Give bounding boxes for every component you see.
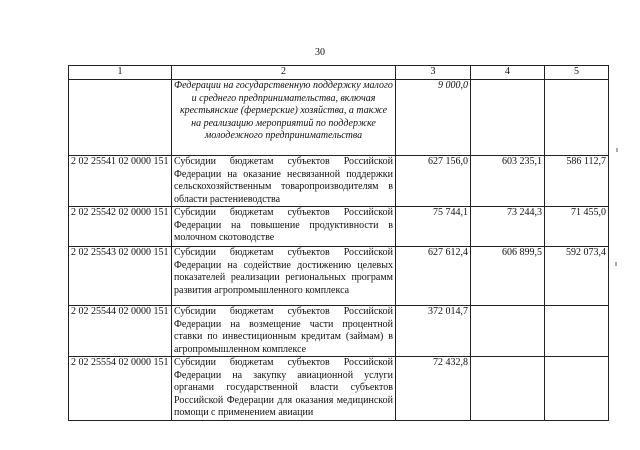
row-code [69,80,172,156]
row-code: 2 02 25543 02 0000 151 [69,247,172,306]
scan-speck [616,148,618,152]
row-value-col3: 72 432,8 [396,357,471,421]
header-col-1: 1 [69,66,172,80]
row-value-col4: 603 235,1 [471,156,545,207]
table-row [69,156,609,207]
row-value-col4 [471,357,545,421]
row-value-col4 [471,80,545,156]
row-code: 2 02 25554 02 0000 151 [69,357,172,421]
header-col-3: 3 [396,66,471,80]
row-value-col5: 586 112,7 [545,156,609,207]
header-row [69,66,609,80]
row-code: 2 02 25541 02 0000 151 [69,156,172,207]
header-col-4: 4 [471,66,545,80]
row-value-col3: 627 156,0 [396,156,471,207]
row-value-col5 [545,80,609,156]
row-value-col5 [545,357,609,421]
row-code: 2 02 25542 02 0000 151 [69,207,172,247]
row-value-col5: 71 455,0 [545,207,609,247]
table-row [69,357,609,421]
row-description: Субсидии бюджетам субъектов Российской Федерации на содействие достижению целевых показателей реализации региональных программ развития агропромышленного комплекса [172,247,396,306]
table-row [69,80,609,156]
row-description: Субсидии бюджетам субъектов Российской Федерации на повышение продуктивности в молочном скотоводстве [172,207,396,247]
row-value-col5 [545,306,609,357]
row-value-col5: 592 073,4 [545,247,609,306]
row-value-col4 [471,306,545,357]
row-description: Федерации на государственную поддержку малого и среднего предпринимательства, включая крестьянские (фермерские) хозяйства, а также на реализацию мероприятий по поддержке молодежного предпринимательства [172,80,396,156]
row-value-col3: 372 014,7 [396,306,471,357]
header-col-5: 5 [545,66,609,80]
row-value-col4: 73 244,3 [471,207,545,247]
page-number: 30 [315,47,325,58]
row-value-col4: 606 899,5 [471,247,545,306]
table-row [69,207,609,247]
row-description: Субсидии бюджетам субъектов Российской Федерации на возмещение части процентной ставки по инвестиционным кредитам (займам) в агропромышленном комплексе [172,306,396,357]
row-code: 2 02 25544 02 0000 151 [69,306,172,357]
table-row [69,247,609,306]
budget-table [68,65,609,421]
header-col-2: 2 [172,66,396,80]
row-value-col3: 627 612,4 [396,247,471,306]
row-value-col3: 75 744,1 [396,207,471,247]
scan-speck [615,262,617,266]
row-value-col3: 9 000,0 [396,80,471,156]
row-description: Субсидии бюджетам субъектов Российской Федерации на закупку авиационной услуги органами государственной власти субъектов Российской Федерации для оказания медицинской помощи с применением авиации [172,357,396,421]
row-description: Субсидии бюджетам субъектов Российской Федерации на оказание несвязанной поддержки сельскохозяйственным товаропроизводителям в области растениеводства [172,156,396,207]
table-row [69,306,609,357]
